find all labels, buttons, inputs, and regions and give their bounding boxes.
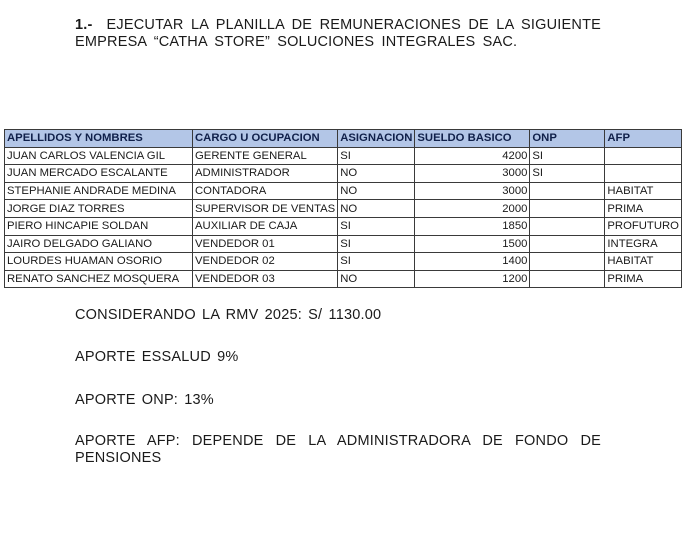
note-onp: APORTE ONP: 13% (75, 392, 214, 408)
cell-allowance: NO (338, 270, 415, 288)
cell-names: LOURDES HUAMAN OSORIO (5, 253, 193, 271)
cell-afp: PRIMA (605, 200, 682, 218)
cell-names: JAIRO DELGADO GALIANO (5, 235, 193, 253)
header-cell-basic-salary: SUELDO BASICO (415, 130, 530, 148)
cell-names: STEPHANIE ANDRADE MEDINA (5, 182, 193, 200)
cell-onp (530, 200, 605, 218)
cell-afp: HABITAT (605, 182, 682, 200)
header-cell-afp: AFP (605, 130, 682, 148)
cell-onp (530, 235, 605, 253)
table-row (5, 270, 682, 288)
cell-onp: SI (530, 147, 605, 165)
cell-basic-salary: 2000 (415, 200, 530, 218)
cell-names: JORGE DIAZ TORRES (5, 200, 193, 218)
header-cell-onp: ONP (530, 130, 605, 148)
cell-basic-salary: 1850 (415, 217, 530, 235)
table-row (5, 182, 682, 200)
cell-names: RENATO SANCHEZ MOSQUERA (5, 270, 193, 288)
cell-allowance: NO (338, 165, 415, 183)
payroll-table (4, 129, 682, 288)
cell-basic-salary: 1500 (415, 235, 530, 253)
cell-afp: INTEGRA (605, 235, 682, 253)
cell-allowance: SI (338, 217, 415, 235)
table-row (5, 147, 682, 165)
cell-onp: SI (530, 165, 605, 183)
table-row (5, 165, 682, 183)
exercise-statement: EJECUTAR LA PLANILLA DE REMUNERACIONES DE LA SIGUIENTE EMPRESA “CATHA STORE” SOLUCIONES INTEGRALES SAC. (75, 17, 601, 50)
cell-allowance: NO (338, 182, 415, 200)
header-cell-allowance: ASIGNACION (338, 130, 415, 148)
cell-position: AUXILIAR DE CAJA (193, 217, 338, 235)
cell-afp (605, 147, 682, 165)
exercise-number: 1.- (75, 17, 93, 33)
cell-allowance: SI (338, 253, 415, 271)
cell-names: JUAN CARLOS VALENCIA GIL (5, 147, 193, 165)
cell-onp (530, 253, 605, 271)
cell-afp: HABITAT (605, 253, 682, 271)
cell-afp: PROFUTURO (605, 217, 682, 235)
header-cell-names: APELLIDOS Y NOMBRES (5, 130, 193, 148)
exercise-heading (75, 17, 601, 51)
table-row (5, 235, 682, 253)
cell-allowance: NO (338, 200, 415, 218)
cell-basic-salary: 1200 (415, 270, 530, 288)
note-essalud: APORTE ESSALUD 9% (75, 349, 239, 365)
cell-position: VENDEDOR 01 (193, 235, 338, 253)
cell-position: VENDEDOR 03 (193, 270, 338, 288)
cell-position: VENDEDOR 02 (193, 253, 338, 271)
cell-names: JUAN MERCADO ESCALANTE (5, 165, 193, 183)
cell-position: SUPERVISOR DE VENTAS (193, 200, 338, 218)
cell-onp (530, 270, 605, 288)
cell-position: ADMINISTRADOR (193, 165, 338, 183)
note-afp: APORTE AFP: DEPENDE DE LA ADMINISTRADORA DE FONDO DE PENSIONES (75, 433, 601, 466)
table-header-row (5, 130, 682, 148)
cell-afp (605, 165, 682, 183)
note-rmv: CONSIDERANDO LA RMV 2025: S/ 1130.00 (75, 307, 382, 323)
cell-basic-salary: 3000 (415, 182, 530, 200)
table-row (5, 253, 682, 271)
cell-allowance: SI (338, 147, 415, 165)
header-cell-position: CARGO U OCUPACION (193, 130, 338, 148)
cell-basic-salary: 1400 (415, 253, 530, 271)
cell-basic-salary: 3000 (415, 165, 530, 183)
cell-onp (530, 182, 605, 200)
cell-onp (530, 217, 605, 235)
table-row (5, 217, 682, 235)
cell-allowance: SI (338, 235, 415, 253)
cell-afp: PRIMA (605, 270, 682, 288)
table-row (5, 200, 682, 218)
cell-basic-salary: 4200 (415, 147, 530, 165)
cell-position: CONTADORA (193, 182, 338, 200)
cell-position: GERENTE GENERAL (193, 147, 338, 165)
cell-names: PIERO HINCAPIE SOLDAN (5, 217, 193, 235)
